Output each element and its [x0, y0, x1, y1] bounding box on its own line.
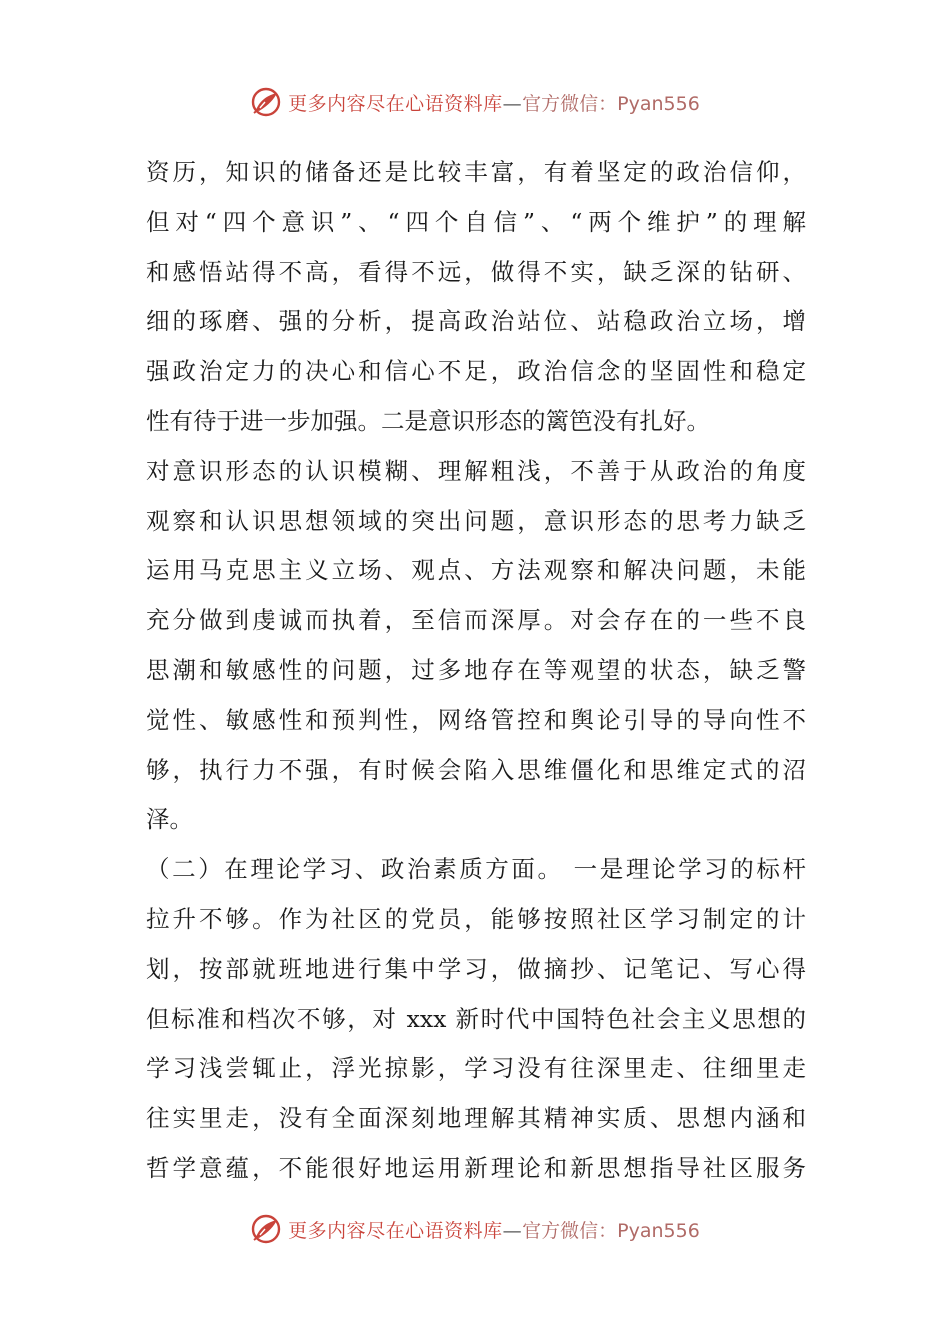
- header-watermark: [0, 82, 950, 122]
- text-line: 资历，知识的储备还是比较丰富，有着坚定的政治信仰，: [146, 158, 806, 186]
- text-line: 划，按部就班地进行集中学习，做摘抄、记笔记、写心得: [146, 954, 806, 983]
- watermark-wechat: 官方微信：Pyan556: [522, 1219, 700, 1242]
- watermark-dash: —: [502, 92, 523, 115]
- text-line: 观察和认识思想领域的突出问题，意识形态的思考力缺乏: [146, 506, 806, 535]
- watermark-main: 更多内容尽在心语资料库: [288, 1219, 503, 1242]
- text-line: 强政治定力的决心和信心不足，政治信念的坚固性和稳定: [146, 357, 806, 386]
- watermark-main: 更多内容尽在心语资料库: [288, 92, 503, 115]
- text-line: 往实里走，没有全面深刻地理解其精神实质、思想内涵和: [146, 1104, 806, 1133]
- watermark-dash: —: [502, 1219, 523, 1242]
- text-line: 泽。: [146, 805, 193, 834]
- text-line: 但标准和档次不够，对 xxx 新时代中国特色社会主义思想的: [146, 1004, 806, 1033]
- text-line: 但对“四个意识”、“四个自信”、“两个维护”的理解: [146, 207, 806, 236]
- text-line: 觉性、敏感性和预判性，网络管控和舆论引导的导向性不: [146, 705, 806, 734]
- text-line: 性有待于进一步加强。二是意识形态的篱笆没有扎好。: [146, 406, 710, 435]
- body-text: [146, 148, 806, 1194]
- pen-nib-logo-icon: [250, 1213, 282, 1245]
- text-line: 和感悟站得不高，看得不远，做得不实，缺乏深的钻研、: [146, 257, 806, 286]
- text-line: 哲学意蕴，不能很好地运用新理论和新思想指导社区服务: [146, 1153, 806, 1182]
- text-line: 充分做到虔诚而执着，至信而深厚。对会存在的一些不良: [146, 606, 806, 635]
- text-line: 细的琢磨、强的分析，提高政治站位、站稳政治立场，增: [146, 307, 806, 336]
- text-line: 运用马克思主义立场、观点、方法观察和解决问题，未能: [146, 556, 806, 585]
- watermark-text: [288, 1216, 700, 1243]
- watermark-wechat: 官方微信：Pyan556: [522, 92, 700, 115]
- footer-watermark: [0, 1209, 950, 1249]
- text-line: 拉升不够。作为社区的党员，能够按照社区学习制定的计: [146, 904, 806, 933]
- text-line: （二）在理论学习、政治素质方面。 一是理论学习的标杆: [146, 855, 806, 884]
- text-line: 对意识形态的认识模糊、理解粗浅，不善于从政治的角度: [146, 456, 806, 485]
- pen-nib-logo-icon: [250, 86, 282, 118]
- text-line: 学习浅尝辄止，浮光掠影，学习没有往深里走、往细里走: [146, 1054, 806, 1083]
- text-line: 够，执行力不强，有时候会陷入思维僵化和思维定式的沼: [146, 755, 806, 784]
- text-line: 思潮和敏感性的问题，过多地存在等观望的状态，缺乏警: [146, 655, 806, 684]
- watermark-text: [288, 89, 700, 116]
